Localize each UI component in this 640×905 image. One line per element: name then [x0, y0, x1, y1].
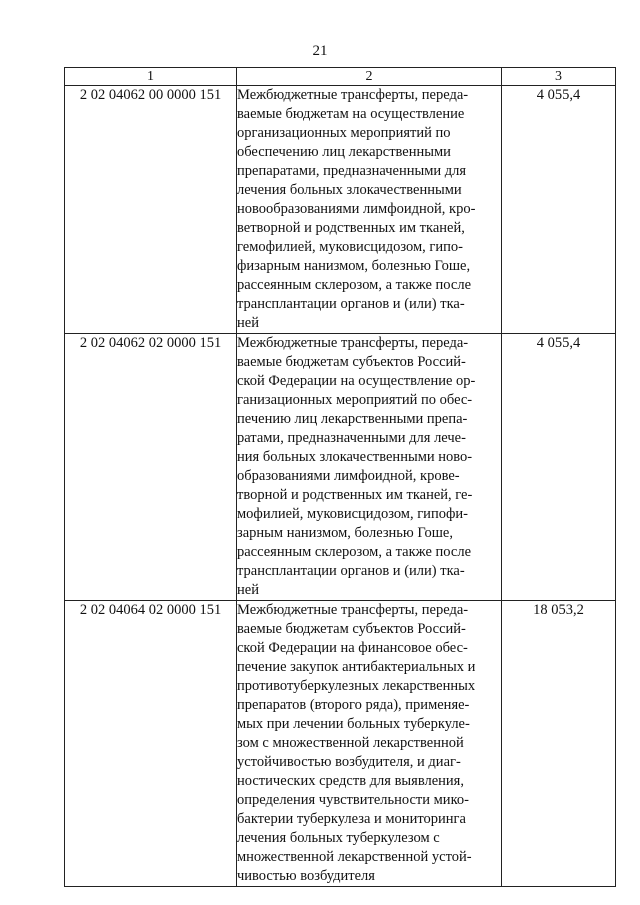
description-cell — [237, 334, 502, 601]
description-line: Межбюджетные трансферты, переда- — [237, 335, 469, 351]
description-line: Межбюджетные трансферты, переда- — [237, 87, 469, 103]
budget-table — [64, 67, 616, 887]
description-line: бактерии туберкулеза и мониторинга — [237, 811, 466, 827]
amount-value: 18 053,2 — [502, 601, 616, 887]
description-line: печение закупок антибактериальных и — [237, 659, 476, 675]
description-line: ваемые бюджетам субъектов Россий- — [237, 621, 466, 637]
description-line: творной и родственных им тканей, ге- — [237, 487, 473, 503]
description-line: мых при лечении больных туберкуле- — [237, 716, 470, 732]
description-cell — [237, 601, 502, 887]
description-line: лечения больных туберкулезом с — [237, 830, 440, 846]
description-line: рассеянным склерозом, а также после — [237, 277, 472, 293]
table-header-row — [65, 68, 616, 86]
column-header-code: 1 — [65, 68, 237, 86]
description-line: препаратами, предназначенными для — [237, 163, 467, 179]
description-line: препаратов (второго ряда), применяе- — [237, 697, 470, 713]
description-line: зарным нанизмом, болезнью Гоше, — [237, 525, 453, 541]
description-line: обеспечению лиц лекарственными — [237, 144, 451, 160]
description-line: ней — [237, 582, 259, 598]
budget-code: 2 02 04064 02 0000 151 — [65, 601, 237, 887]
column-header-description: 2 — [237, 68, 502, 86]
description-line: трансплантации органов и (или) тка- — [237, 296, 465, 312]
page-number: 21 — [312, 43, 328, 59]
description-line: устойчивостью возбудителя, и диаг- — [237, 754, 461, 770]
description-line: образованиями лимфоидной, крове- — [237, 468, 460, 484]
column-header-amount: 3 — [502, 68, 616, 86]
budget-code: 2 02 04062 02 0000 151 — [65, 334, 237, 601]
table-row — [65, 86, 616, 334]
description-line: множественной лекарственной устой- — [237, 849, 472, 865]
description-line: организационных мероприятий по — [237, 125, 451, 141]
description-line: ностических средств для выявления, — [237, 773, 464, 789]
description-line: лечения больных злокачественными — [237, 182, 462, 198]
description-line: ратами, предназначенными для лече- — [237, 430, 466, 446]
description-line: чивостью возбудителя — [237, 868, 375, 884]
budget-code: 2 02 04062 00 0000 151 — [65, 86, 237, 334]
description-line: физарным нанизмом, болезнью Гоше, — [237, 258, 471, 274]
description-line: ской Федерации на осуществление ор- — [237, 373, 476, 389]
amount-value: 4 055,4 — [502, 334, 616, 601]
description-line: ской Федерации на финансовое обес- — [237, 640, 468, 656]
description-line: определения чувствительности мико- — [237, 792, 469, 808]
description-line: печению лиц лекарственными препа- — [237, 411, 468, 427]
description-line: новообразованиями лимфоидной, кро- — [237, 201, 476, 217]
description-line: гемофилией, муковисцидозом, гипо- — [237, 239, 463, 255]
description-line: ваемые бюджетам на осуществление — [237, 106, 465, 122]
description-line: зом с множественной лекарственной — [237, 735, 464, 751]
description-line: ганизационных мероприятий по обес- — [237, 392, 473, 408]
description-line: трансплантации органов и (или) тка- — [237, 563, 465, 579]
description-line: мофилией, муковисцидозом, гипофи- — [237, 506, 468, 522]
description-line: противотуберкулезных лекарственных — [237, 678, 476, 694]
amount-value: 4 055,4 — [502, 86, 616, 334]
table-row — [65, 334, 616, 601]
description-line: ния больных злокачественными ново- — [237, 449, 473, 465]
table-row — [65, 601, 616, 887]
description-line: Межбюджетные трансферты, переда- — [237, 602, 469, 618]
description-line: рассеянным склерозом, а также после — [237, 544, 472, 560]
description-line: ветворной и родственных им тканей, — [237, 220, 465, 236]
description-cell — [237, 86, 502, 334]
description-line: ваемые бюджетам субъектов Россий- — [237, 354, 466, 370]
description-line: ней — [237, 315, 259, 331]
